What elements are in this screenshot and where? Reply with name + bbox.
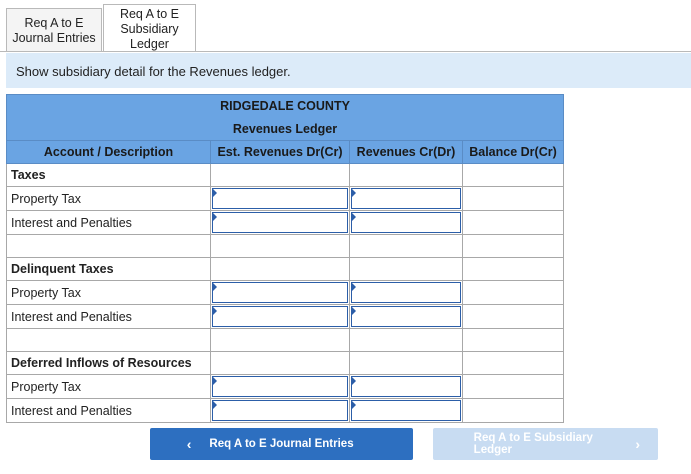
ledger-row bbox=[7, 211, 564, 235]
ledger-input-cell bbox=[211, 187, 350, 211]
input-marker-icon bbox=[351, 376, 356, 386]
ledger-column-header-row bbox=[7, 141, 564, 164]
ledger-entity-title: RIDGEDALE COUNTY bbox=[7, 95, 564, 118]
balance-cell bbox=[463, 164, 564, 187]
account-description-cell: Interest and Penalties bbox=[7, 305, 211, 329]
column-header-revenues: Revenues Cr(Dr) bbox=[350, 141, 463, 164]
account-description-cell: Property Tax bbox=[7, 281, 211, 305]
balance-cell bbox=[463, 329, 564, 352]
ledger-input-cell bbox=[350, 399, 463, 423]
input-marker-icon bbox=[212, 376, 217, 386]
balance-cell bbox=[463, 281, 564, 305]
est-revenues-input[interactable] bbox=[212, 282, 348, 303]
ledger-row bbox=[7, 375, 564, 399]
account-description-cell bbox=[7, 235, 211, 258]
account-description-cell: Interest and Penalties bbox=[7, 399, 211, 423]
tab-label-line: Req A to E bbox=[119, 7, 180, 21]
account-description-cell: Delinquent Taxes bbox=[7, 258, 211, 281]
revenues-ledger-table bbox=[6, 94, 564, 423]
input-marker-icon bbox=[351, 306, 356, 316]
chevron-left-icon: ‹ bbox=[186, 436, 192, 452]
account-description-cell: Taxes bbox=[7, 164, 211, 187]
input-marker-icon bbox=[212, 400, 217, 410]
account-description-cell: Interest and Penalties bbox=[7, 211, 211, 235]
column-header-account: Account / Description bbox=[7, 141, 211, 164]
balance-cell bbox=[463, 305, 564, 329]
ledger-name-row bbox=[7, 118, 564, 141]
prev-button-label: Req A to E Journal Entries bbox=[209, 438, 354, 450]
ledger-input-cell bbox=[350, 281, 463, 305]
ledger-row bbox=[7, 235, 564, 258]
ledger-row bbox=[7, 352, 564, 375]
empty-cell bbox=[350, 258, 463, 281]
revenues-input[interactable] bbox=[351, 282, 461, 303]
account-description-cell: Property Tax bbox=[7, 187, 211, 211]
tab-divider bbox=[0, 51, 691, 52]
input-marker-icon bbox=[351, 188, 356, 198]
ledger-input-cell bbox=[211, 305, 350, 329]
est-revenues-input[interactable] bbox=[212, 212, 348, 233]
next-button-label: Req A to E Subsidiary Ledger bbox=[473, 432, 593, 456]
input-marker-icon bbox=[212, 212, 217, 222]
ledger-row bbox=[7, 164, 564, 187]
ledger-name-title: Revenues Ledger bbox=[7, 118, 564, 141]
empty-cell bbox=[350, 164, 463, 187]
balance-cell bbox=[463, 235, 564, 258]
empty-cell bbox=[350, 235, 463, 258]
ledger-input-cell bbox=[211, 399, 350, 423]
tab-label-line: Journal Entries bbox=[12, 31, 96, 45]
column-header-balance: Balance Dr(Cr) bbox=[463, 141, 564, 164]
empty-cell bbox=[211, 235, 350, 258]
tab-label-line: Req A to E bbox=[24, 16, 84, 30]
est-revenues-input[interactable] bbox=[212, 400, 348, 421]
input-marker-icon bbox=[351, 212, 356, 222]
ledger-row bbox=[7, 258, 564, 281]
ledger-input-cell bbox=[350, 211, 463, 235]
empty-cell bbox=[211, 258, 350, 281]
empty-cell bbox=[350, 352, 463, 375]
revenues-input[interactable] bbox=[351, 212, 461, 233]
ledger-row bbox=[7, 281, 564, 305]
balance-cell bbox=[463, 187, 564, 211]
ledger-row bbox=[7, 399, 564, 423]
est-revenues-input[interactable] bbox=[212, 306, 348, 327]
instruction-banner: Show subsidiary detail for the Revenues ledger. bbox=[6, 53, 691, 88]
account-description-cell: Deferred Inflows of Resources bbox=[7, 352, 211, 375]
est-revenues-input[interactable] bbox=[212, 376, 348, 397]
revenues-input[interactable] bbox=[351, 306, 461, 327]
account-description-cell bbox=[7, 329, 211, 352]
empty-cell bbox=[211, 164, 350, 187]
tab-label-line: Subsidiary bbox=[120, 22, 179, 36]
ledger-input-cell bbox=[350, 375, 463, 399]
account-description-cell: Property Tax bbox=[7, 375, 211, 399]
balance-cell bbox=[463, 258, 564, 281]
est-revenues-input[interactable] bbox=[212, 188, 348, 209]
ledger-input-cell bbox=[211, 281, 350, 305]
ledger-input-cell bbox=[211, 375, 350, 399]
ledger-input-cell bbox=[350, 187, 463, 211]
revenues-input[interactable] bbox=[351, 188, 461, 209]
ledger-row bbox=[7, 305, 564, 329]
prev-requirement-button[interactable] bbox=[150, 428, 413, 460]
chevron-right-icon: › bbox=[635, 436, 640, 452]
revenues-input[interactable] bbox=[351, 376, 461, 397]
ledger-entity-row bbox=[7, 95, 564, 118]
empty-cell bbox=[350, 329, 463, 352]
input-marker-icon bbox=[212, 188, 217, 198]
ledger-input-cell bbox=[211, 211, 350, 235]
ledger-row bbox=[7, 329, 564, 352]
balance-cell bbox=[463, 211, 564, 235]
revenues-input[interactable] bbox=[351, 400, 461, 421]
balance-cell bbox=[463, 375, 564, 399]
ledger-row bbox=[7, 187, 564, 211]
input-marker-icon bbox=[351, 400, 356, 410]
input-marker-icon bbox=[212, 306, 217, 316]
tab-subsidiary-ledger[interactable] bbox=[103, 4, 196, 52]
empty-cell bbox=[211, 329, 350, 352]
column-header-est-revenues: Est. Revenues Dr(Cr) bbox=[211, 141, 350, 164]
next-requirement-button[interactable] bbox=[433, 428, 658, 460]
balance-cell bbox=[463, 399, 564, 423]
ledger-input-cell bbox=[350, 305, 463, 329]
empty-cell bbox=[211, 352, 350, 375]
input-marker-icon bbox=[351, 282, 356, 292]
input-marker-icon bbox=[212, 282, 217, 292]
balance-cell bbox=[463, 352, 564, 375]
tab-label-line: Ledger bbox=[130, 37, 169, 51]
tab-journal-entries[interactable] bbox=[6, 8, 102, 52]
